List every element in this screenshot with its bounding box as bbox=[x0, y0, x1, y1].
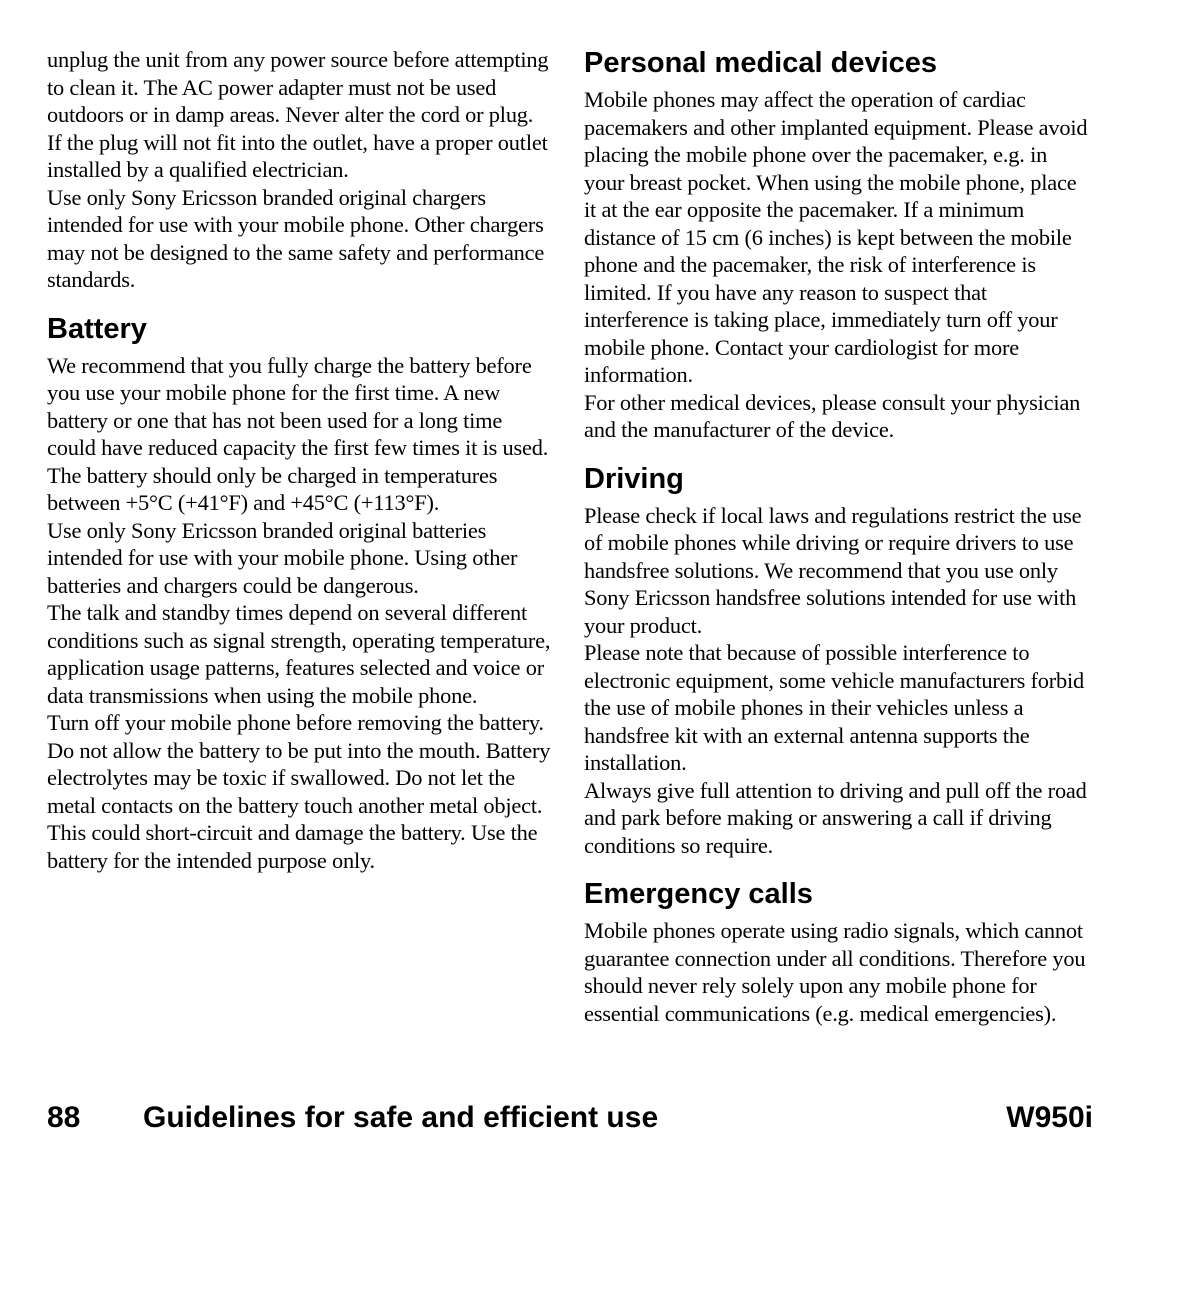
paragraph: The talk and standby times depend on several different conditions such as signal strength, operating temperature, application usage patterns, features selected and voice or data transmissions when using the mobile phone. bbox=[47, 600, 551, 708]
paragraph: We recommend that you fully charge the battery before you use your mobile phone for the first time. A new battery or one that has not been used for a long time could have reduced capacity the first few times it is used. The battery should only be charged in temperatures between +5°C (+41°F) and +45°C (+113°F). bbox=[47, 352, 549, 515]
emergency-section bbox=[584, 877, 1090, 1027]
section-heading-emergency: Emergency calls bbox=[584, 878, 813, 910]
battery-section bbox=[47, 312, 553, 875]
paragraph: Please check if local laws and regulations restrict the use of mobile phones while driving or require drivers to use handsfree solutions. We recommend that you use only Sony Ericsson handsfree solutions intended for use with your product. bbox=[584, 502, 1082, 638]
section-heading-driving: Driving bbox=[584, 462, 684, 495]
paragraph: Always give full attention to driving and pull off the road and park before making or answering a call if driving conditions so require. bbox=[584, 777, 1087, 858]
paragraph: unplug the unit from any power source before attempting to clean it. The AC power adapter must not be used outdoors or in damp areas. Never alter the cord or plug. If the plug will not fit into the outlet, have a proper outlet installed by a qualified electrician. bbox=[47, 47, 549, 182]
model-name: W950i bbox=[1006, 1101, 1093, 1134]
page-number: 88 bbox=[47, 1101, 81, 1134]
paragraph: For other medical devices, please consult your physician and the manufacturer of the device. bbox=[584, 389, 1081, 442]
paragraph: Mobile phones may affect the operation of cardiac pacemakers and other implanted equipment. Please avoid placing the mobile phone over the pacemaker, e.g. in your breast pocket. When using the mobile phone, place it at the ear opposite the pacemaker. If a minimum distance of 15 cm (6 inches) is kept between the mobile phone and the pacemaker, the risk of interference is limited. If you have any reason to suspect that interference is taking place, immediately turn off your mobile phone. Contact your cardiologist for more information. bbox=[584, 87, 1088, 387]
page-footer bbox=[47, 1098, 1093, 1138]
chapter-title: Guidelines for safe and efficient use bbox=[143, 1101, 659, 1134]
paragraph: Please note that because of possible interference to electronic equipment, some vehicle manufacturers forbid the use of mobile phones in their vehicles unless a handsfree kit with an external antenna supports the installation. bbox=[584, 640, 1085, 775]
paragraph: Use only Sony Ericsson branded original batteries intended for use with your mobile phone. Using other batteries and chargers could be dangerous. bbox=[47, 517, 518, 598]
right-column bbox=[584, 46, 1090, 1027]
section-heading-battery: Battery bbox=[47, 312, 147, 345]
section-heading-medical: Personal medical devices bbox=[584, 47, 938, 79]
paragraph: Mobile phones operate using radio signals, which cannot guarantee connection under all conditions. Therefore you should never rely solely upon any mobile phone for essential communications (e.g. medical emergencies). bbox=[584, 918, 1086, 1026]
intro-section bbox=[47, 46, 553, 294]
driving-section bbox=[584, 462, 1090, 860]
left-column bbox=[47, 46, 553, 874]
paragraph: Turn off your mobile phone before removing the battery. Do not allow the battery to be put into the mouth. Battery electrolytes may be toxic if swallowed. Do not let the metal contacts on the battery touch another metal object. This could short-circuit and damage the battery. Use the battery for the intended purpose only. bbox=[47, 710, 551, 873]
medical-section bbox=[584, 46, 1090, 444]
paragraph: Use only Sony Ericsson branded original chargers intended for use with your mobile phone. Other chargers may not be designed to the same safety and performance standards. bbox=[47, 184, 545, 292]
